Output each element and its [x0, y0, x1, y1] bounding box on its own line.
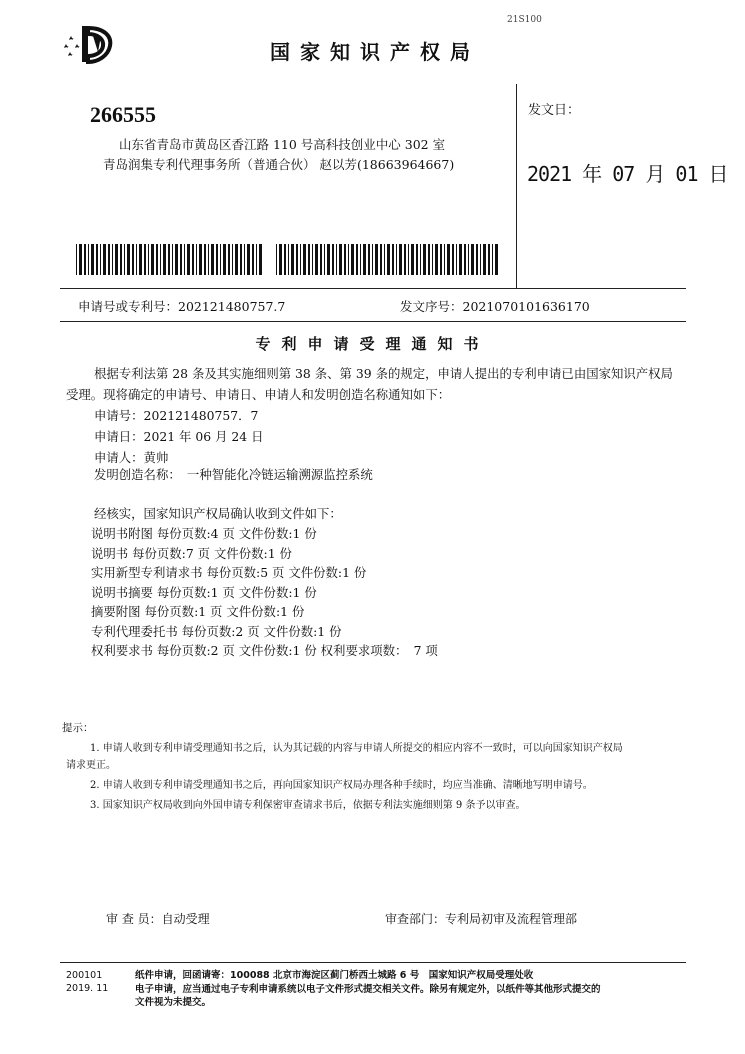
- file-item: 权利要求书 每份页数:2 页 文件份数:1 份 权利要求项数： 7 项: [91, 643, 438, 658]
- form-number: 200101: [66, 970, 103, 981]
- footer-line-1: 纸件申请，回函请寄：100088 北京市海淀区蓟门桥西土城路 6 号 国家知识产权局受理处收: [135, 970, 534, 981]
- tip-1-line-2: 请求更正。: [66, 760, 116, 771]
- tip-3: 3. 国家知识产权局收到向外国申请专利保密审查请求书后，依据专利法实施细则第 9 条予以审查。: [90, 800, 526, 811]
- form-version: 2019. 11: [66, 983, 109, 994]
- intro-line-2: 受理。现将确定的申请号、申请日、申请人和发明创造名称通知如下：: [66, 387, 451, 402]
- notice-title: 专利申请受理通知书: [255, 335, 490, 353]
- divider: [60, 288, 686, 289]
- file-item: 说明书 每份页数:7 页 文件份数:1 份: [91, 546, 292, 561]
- office-name: 国家知识产权局: [270, 40, 480, 64]
- received-intro: 经核实，国家知识产权局确认收到文件如下：: [94, 506, 342, 521]
- reviewer: 审 查 员：自动受理: [106, 912, 210, 926]
- form-code: 21S100: [507, 15, 542, 25]
- divider: [60, 962, 686, 963]
- department: 审查部门：专利局初审及流程管理部: [385, 912, 578, 926]
- footer-line-2: 电子申请，应当通过电子专利申请系统以电子文件形式提交相关文件。除另有规定外，以纸件等其他形式提交的: [135, 984, 601, 995]
- file-item: 摘要附图 每份页数:1 页 文件份数:1 份: [91, 604, 305, 619]
- send-date-value: 2021 年 07 月 01 日: [527, 162, 728, 186]
- applicant: 申请人：黄帅: [94, 450, 169, 465]
- cnipa-logo-icon: [60, 22, 116, 66]
- file-item: 专利代理委托书 每份页数:2 页 文件份数:1 份: [91, 624, 342, 639]
- file-item: 说明书摘要 每份页数:1 页 文件份数:1 份: [91, 585, 317, 600]
- application-no: 申请号：202121480757．7: [94, 408, 259, 423]
- file-item: 实用新型专利请求书 每份页数:5 页 文件份数:1 份: [91, 565, 367, 580]
- tip-1-line-1: 1. 申请人收到专利申请受理通知书之后，认为其记载的内容与申请人所提交的相应内容不一致时，可以向国家知识产权局: [90, 743, 623, 754]
- postcode: 266555: [90, 102, 156, 127]
- tips-label: 提示：: [62, 722, 94, 734]
- tip-2: 2. 申请人收到专利申请受理通知书之后，再向国家知识产权局办理各种手续时，均应当准确、清晰地写明申请号。: [90, 780, 593, 791]
- divider: [60, 321, 686, 322]
- intro-line-1: 根据专利法第 28 条及其实施细则第 38 条、第 39 条的规定，申请人提出的专利申请已由国家知识产权局: [94, 366, 673, 381]
- document-serial: 发文序号：2021070101636170: [400, 299, 590, 314]
- application-date: 申请日：2021 年 06 月 24 日: [94, 429, 264, 444]
- file-item: 说明书附图 每份页数:4 页 文件份数:1 份: [91, 526, 317, 541]
- barcode-left: [76, 244, 264, 275]
- barcode-right: [276, 244, 498, 275]
- invention-name: 发明创造名称： 一种智能化冷链运输溯源监控系统: [94, 467, 373, 482]
- recipient-address: 山东省青岛市黄岛区香江路 110 号高科技创业中心 302 室: [119, 137, 446, 152]
- footer-line-3: 文件视为未提交。: [135, 997, 212, 1008]
- application-number: 申请号或专利号：202121480757.7: [78, 299, 286, 314]
- agent-line: 青岛润集专利代理事务所（普通合伙） 赵以芳(18663964667): [103, 157, 455, 172]
- send-date-label: 发文日：: [528, 103, 581, 118]
